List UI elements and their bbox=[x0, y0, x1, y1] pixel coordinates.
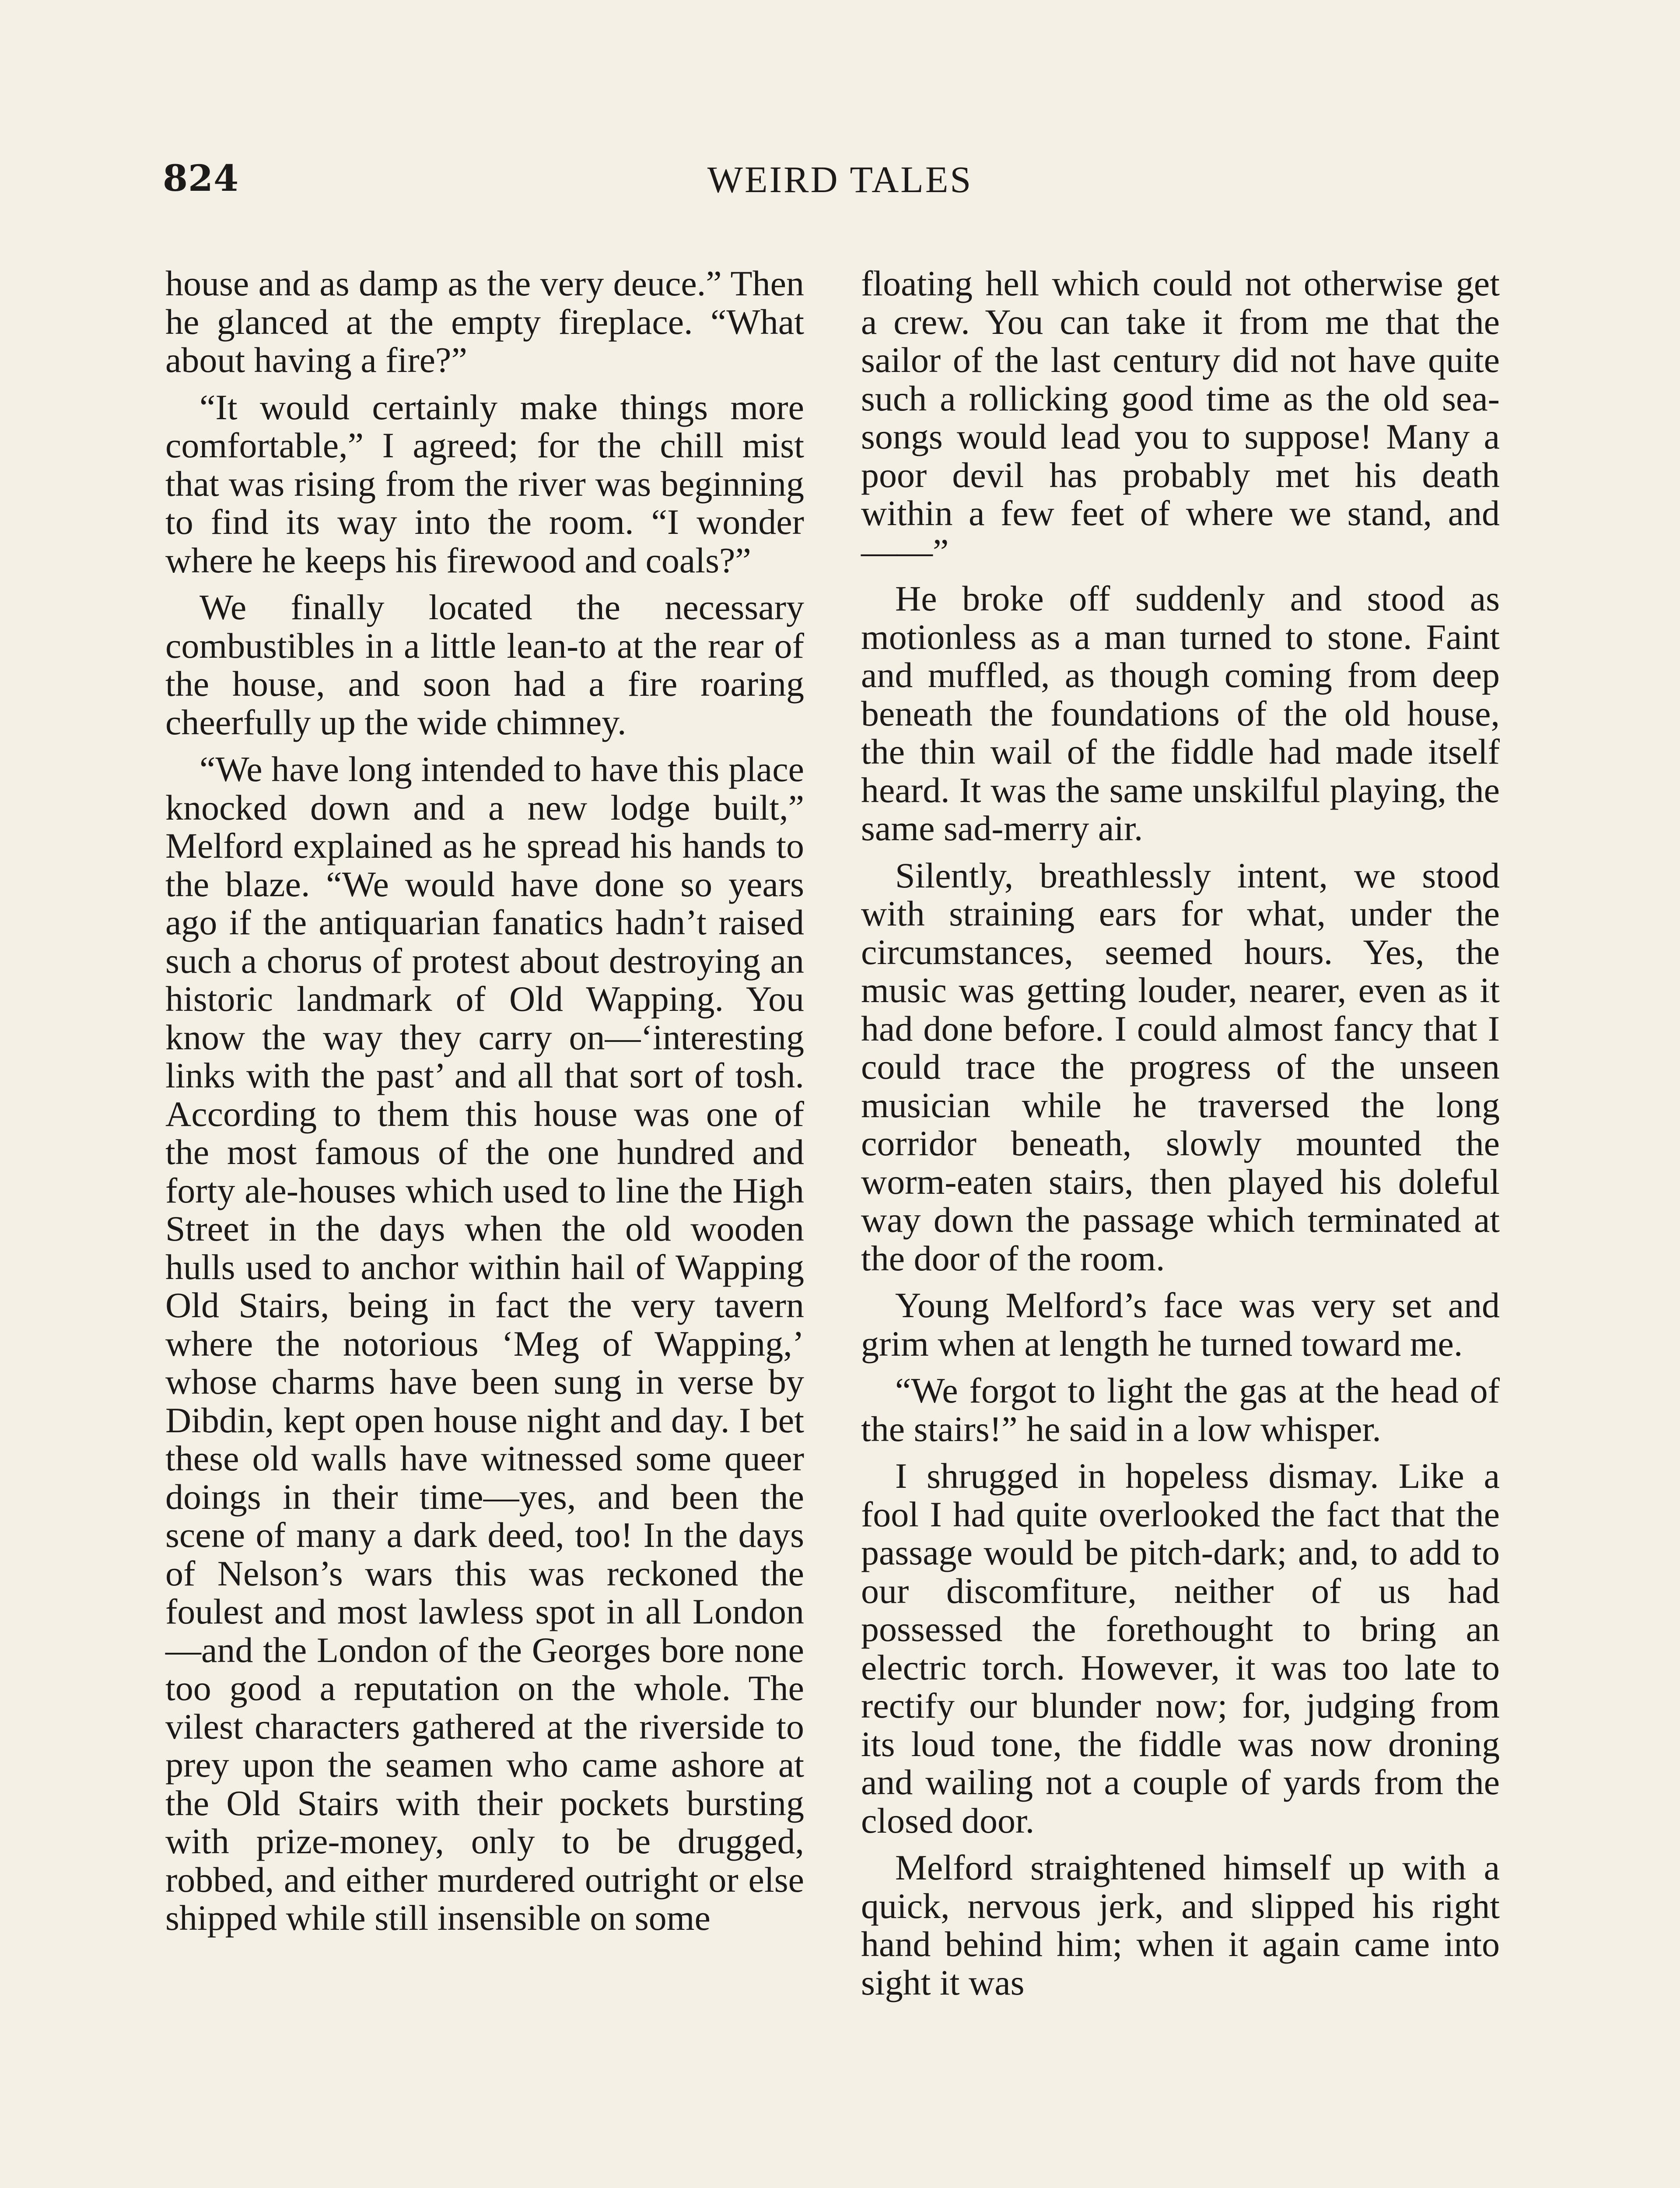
page-number: 824 bbox=[163, 158, 239, 200]
paragraph: house and as damp as the very deuce.” Then he glanced at the empty fireplace. “What about having a fire?” bbox=[165, 263, 804, 380]
paragraph: We finally located the necessary combustibles in a little lean-to at the rear of the house, and soon had a fire roaring cheerfully up the wide chimney. bbox=[165, 587, 804, 742]
paragraph: He broke off suddenly and stood as motionless as a man turned to stone. Faint and muffled, as though coming from deep beneath the foundations of the old house, the thin wail of the fiddle had made itself heard. It was the same unskilful playing, the same sad-merry air. bbox=[861, 579, 1500, 848]
right-column bbox=[861, 264, 1500, 2010]
running-title: WEIRD TALES bbox=[707, 158, 973, 200]
paragraph: “We forgot to light the gas at the head of the stairs!” he said in a low whisper. bbox=[861, 1371, 1500, 1449]
paragraph: “It would certainly make things more comfortable,” I agreed; for the chill mist that was rising from the river was beginning to find its way into the room. “I wonder where he keeps his firewood and coals?” bbox=[165, 387, 804, 580]
paragraph: floating hell which could not otherwise get a crew. You can take it from me that the sailor of the last century did not have quite such a rollicking good time as the old sea-songs would lead you to suppose! Many a poor devil has probably met his death within a few feet of where we stand, and——” bbox=[861, 263, 1500, 572]
paragraph: Melford straightened himself up with a quick, nervous jerk, and slipped his right hand behind him; when it again came into sight it was bbox=[861, 1848, 1500, 2002]
paragraph: Young Melford’s face was very set and grim when at length he turned toward me. bbox=[861, 1285, 1500, 1364]
paragraph: Silently, breathlessly intent, we stood with straining ears for what, under the circumstances, seemed hours. Yes, the music was getting louder, nearer, even as it had done before. I could almost fancy that I could trace the progress of the unseen musician while he traversed the long corridor beneath, slowly mounted the worm-eaten stairs, then played his doleful way down the passage which terminated at the door of the room. bbox=[861, 855, 1500, 1278]
page-header bbox=[163, 158, 1517, 210]
left-column bbox=[165, 264, 804, 1946]
paragraph: I shrugged in hopeless dismay. Like a fool I had quite overlooked the fact that the passage would be pitch-dark; and, to add to our discomfiture, neither of us had possessed the forethought to bring an electric torch. However, it was too late to rectify our blunder now; for, judging from its loud tone, the fiddle was now droning and wailing not a couple of yards from the closed door. bbox=[861, 1456, 1500, 1841]
paragraph: “We have long intended to have this place knocked down and a new lodge built,” Melford explained as he spread his hands to the blaze. “We would have done so years ago if the antiquarian fanatics hadn’t raised such a chorus of protest about destroying an historic landmark of Old Wapping. You know the way they carry on—‘interesting links with the past’ and all that sort of tosh. According to them this house was one of the most famous of the one hundred and forty ale-houses which used to line the High Street in the days when the old wooden hulls used to anchor within hail of Wapping Old Stairs, being in fact the very tavern where the notorious ‘Meg of Wapping,’ whose charms have been sung in verse by Dibdin, kept open house night and day. I bet these old walls have witnessed some queer doings in their time—yes, and been the scene of many a dark deed, too! In the days of Nelson’s wars this was reckoned the foulest and most lawless spot in all London—and the London of the Georges bore none too good a reputation on the whole. The vilest characters gathered at the riverside to prey upon the seamen who came ashore at the Old Stairs with their pockets bursting with prize-money, only to be drugged, robbed, and either murdered outright or else shipped while still insensible on some bbox=[165, 749, 804, 1938]
